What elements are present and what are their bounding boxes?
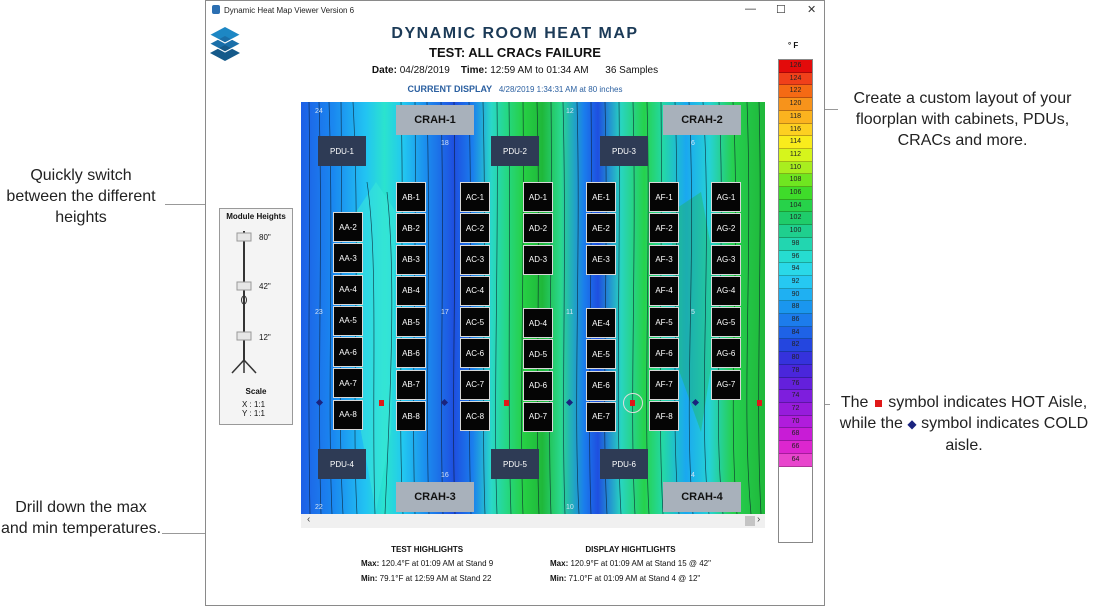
test-min	[361, 574, 493, 583]
rack[interactable]: AF-6	[649, 338, 679, 368]
page-title: DYNAMIC ROOM HEAT MAP	[391, 25, 639, 42]
scale-swatch: 106	[779, 187, 812, 200]
scroll-thumb[interactable]	[745, 516, 755, 526]
temperature-scale	[778, 59, 813, 543]
rack[interactable]: AF-1	[649, 182, 679, 212]
rack[interactable]: AG-5	[711, 307, 741, 337]
date-label: Date:	[371, 65, 397, 76]
time-label: Time:	[460, 65, 488, 76]
rack[interactable]: AD-1	[523, 182, 553, 212]
current-display-value: 4/28/2019 1:34:31 AM at 80 inches	[498, 85, 623, 94]
rack[interactable]: AA-5	[333, 306, 363, 336]
title-bar	[206, 1, 824, 20]
scale-swatch: 120	[779, 98, 812, 111]
scale-swatch: 80	[779, 352, 812, 365]
test-max-label: Max:	[361, 559, 380, 568]
module-heights-title: Module Heights	[226, 212, 286, 221]
heat-map[interactable]	[301, 102, 765, 514]
height-option-42[interactable]: 42"	[259, 282, 271, 291]
rack[interactable]: AG-4	[711, 276, 741, 306]
app-window	[205, 0, 825, 606]
rack[interactable]: AA-6	[333, 337, 363, 367]
rack[interactable]: AB-4	[396, 276, 426, 306]
hot-aisle-marker	[757, 400, 762, 406]
scale-swatch: 76	[779, 378, 812, 391]
display-max	[550, 559, 711, 568]
rack[interactable]: AA-2	[333, 212, 363, 242]
rack[interactable]: AC-3	[460, 245, 490, 275]
legend-cold-text: symbol indicates COLD aisle.	[921, 415, 1089, 454]
rack[interactable]: AB-8	[396, 401, 426, 431]
rack[interactable]: AC-4	[460, 276, 490, 306]
scroll-right-icon[interactable]: ›	[757, 514, 761, 525]
stand-number: 17	[441, 309, 449, 316]
pdu-unit[interactable]: PDU-1	[318, 136, 366, 166]
stand-number: 22	[315, 504, 323, 511]
rack[interactable]: AE-5	[586, 339, 616, 369]
rack[interactable]: AB-6	[396, 338, 426, 368]
time-value: 12:59 AM to 01:34 AM	[490, 65, 589, 76]
crah-unit[interactable]: CRAH-3	[396, 482, 474, 512]
rack[interactable]: AA-7	[333, 368, 363, 398]
rack[interactable]: AC-7	[460, 370, 490, 400]
rack[interactable]: AA-3	[333, 243, 363, 273]
scale-swatch: 118	[779, 111, 812, 124]
test-info-line	[206, 65, 824, 76]
hot-aisle-symbol-icon	[875, 400, 882, 407]
display-highlights	[550, 545, 711, 589]
test-max	[361, 559, 493, 568]
rack[interactable]: AC-1	[460, 182, 490, 212]
scale-swatch: 92	[779, 276, 812, 289]
scale-swatch: 124	[779, 73, 812, 86]
scale-swatch: 74	[779, 390, 812, 403]
rack-column-ad-bottom	[523, 308, 553, 432]
rack[interactable]: AE-1	[586, 182, 616, 212]
rack[interactable]: AF-3	[649, 245, 679, 275]
rack[interactable]: AG-1	[711, 182, 741, 212]
stand-number: 24	[315, 108, 323, 115]
rack-column-ag	[711, 182, 741, 400]
rack-column-aa	[333, 212, 363, 430]
rack[interactable]: AA-8	[333, 400, 363, 430]
callout-switch-heights: Quickly switch between the different heights	[6, 167, 156, 226]
stand-number: 6	[691, 140, 695, 147]
test-highlights-heading: TEST HIGHLIGHTS	[391, 545, 464, 554]
cold-aisle-symbol-icon: ◆	[907, 417, 917, 431]
stand-number: 16	[441, 472, 449, 479]
module-heights-panel	[219, 208, 293, 425]
rack[interactable]: AF-8	[649, 401, 679, 431]
rack[interactable]: AC-8	[460, 401, 490, 431]
display-max-value: 120.9°F at 01:09 AM at Stand 15 @ 42"	[570, 559, 711, 568]
crah-unit[interactable]: CRAH-1	[396, 105, 474, 135]
test-name: TEST: ALL CRACs FAILURE	[429, 45, 601, 60]
scale-swatch: 110	[779, 162, 812, 175]
current-display	[206, 84, 824, 94]
rack[interactable]: AC-5	[460, 307, 490, 337]
rack[interactable]: AB-7	[396, 370, 426, 400]
rack[interactable]: AG-3	[711, 245, 741, 275]
rack[interactable]: AE-6	[586, 371, 616, 401]
window-title: Dynamic Heat Map Viewer Version 6	[224, 6, 355, 15]
scale-swatch: 116	[779, 124, 812, 137]
pdu-unit[interactable]: PDU-3	[600, 136, 648, 166]
rack[interactable]: AG-6	[711, 338, 741, 368]
rack[interactable]: AB-5	[396, 307, 426, 337]
rack[interactable]: AG-2	[711, 213, 741, 243]
scale-swatch: 108	[779, 174, 812, 187]
rack[interactable]: AF-4	[649, 276, 679, 306]
hot-aisle-marker	[379, 400, 384, 406]
rack-column-af	[649, 182, 679, 431]
scale-swatch: 98	[779, 238, 812, 251]
rack[interactable]: AD-7	[523, 402, 553, 432]
rack[interactable]: AF-5	[649, 307, 679, 337]
rack[interactable]: AD-4	[523, 308, 553, 338]
date-value: 04/28/2019	[399, 65, 450, 76]
rack-column-ae	[586, 182, 616, 275]
rack[interactable]: AE-4	[586, 308, 616, 338]
rack[interactable]: AD-2	[523, 213, 553, 243]
minimize-button[interactable]: —	[745, 3, 756, 15]
rack[interactable]: AB-3	[396, 245, 426, 275]
callout-legend	[833, 392, 1095, 456]
rack[interactable]: AD-5	[523, 339, 553, 369]
rack[interactable]: AG-7	[711, 370, 741, 400]
hot-aisle-marker	[504, 400, 509, 406]
rack-column-ae-bottom	[586, 308, 616, 432]
horizontal-scrollbar[interactable]	[301, 514, 765, 528]
rack[interactable]: AB-2	[396, 213, 426, 243]
scale-swatch: 102	[779, 212, 812, 225]
scale-swatch: 112	[779, 149, 812, 162]
stand-number: 12	[566, 108, 574, 115]
scale-swatch: 88	[779, 301, 812, 314]
scale-swatch: 122	[779, 85, 812, 98]
scale-swatch: 68	[779, 428, 812, 441]
stand-number: 10	[566, 504, 574, 511]
app-icon	[212, 5, 220, 14]
rack[interactable]: AF-2	[649, 213, 679, 243]
display-min-label: Min:	[550, 574, 567, 583]
rack[interactable]: AE-3	[586, 245, 616, 275]
x-scale: X : 1:1	[242, 400, 266, 409]
pdu-unit[interactable]: PDU-4	[318, 449, 366, 479]
rack[interactable]: AE-2	[586, 213, 616, 243]
scale-swatch: 114	[779, 136, 812, 149]
stand-number: 4	[691, 472, 695, 479]
stand-number: 5	[691, 309, 695, 316]
display-max-label: Max:	[550, 559, 569, 568]
stand-number: 18	[441, 140, 449, 147]
test-highlights	[361, 545, 493, 589]
scale-swatch: 126	[779, 60, 812, 73]
height-option-80[interactable]: 80"	[259, 233, 271, 242]
stand-number: 23	[315, 309, 323, 316]
rack[interactable]: AF-7	[649, 370, 679, 400]
scale-swatch: 96	[779, 251, 812, 264]
scale-swatch: 82	[779, 339, 812, 352]
scale-label: Scale	[245, 387, 267, 396]
temperature-unit: ° F	[788, 41, 799, 50]
rack-column-ad-top	[523, 182, 553, 275]
test-max-value: 120.4°F at 01:09 AM at Stand 9	[381, 559, 494, 568]
close-button[interactable]: ✕	[807, 4, 817, 16]
stand-number: 11	[566, 309, 574, 316]
crah-unit[interactable]: CRAH-2	[663, 105, 741, 135]
display-min-value: 71.0°F at 01:09 AM at Stand 4 @ 12"	[568, 574, 701, 583]
maximize-button[interactable]: ☐	[776, 4, 786, 16]
scale-swatch: 104	[779, 200, 812, 213]
scroll-left-icon[interactable]: ‹	[307, 514, 311, 525]
scale-swatch: 84	[779, 327, 812, 340]
sample-count: 36 Samples	[605, 65, 659, 76]
crah-unit[interactable]: CRAH-4	[663, 482, 741, 512]
display-min	[550, 574, 711, 583]
callout-drill-down: Drill down the max and min temperatures.	[0, 499, 162, 537]
rack[interactable]: AE-7	[586, 402, 616, 432]
rack[interactable]: AB-1	[396, 182, 426, 212]
test-min-value: 79.1°F at 12:59 AM at Stand 22	[379, 574, 492, 583]
display-highlights-heading: DISPLAY HIGHTLIGHTS	[585, 545, 676, 554]
rack[interactable]: AC-6	[460, 338, 490, 368]
scale-swatch: 64	[779, 454, 812, 467]
rack[interactable]: AD-6	[523, 371, 553, 401]
scale-swatch: 66	[779, 441, 812, 454]
legend-prefix: The	[840, 394, 869, 411]
rack-column-ac	[460, 182, 490, 431]
scale-swatch: 70	[779, 416, 812, 429]
highlight-circle	[623, 393, 643, 413]
rack-column-ab	[396, 182, 426, 431]
scale-swatch: 90	[779, 289, 812, 302]
scale-swatch: 100	[779, 225, 812, 238]
pdu-unit[interactable]: PDU-6	[600, 449, 648, 479]
pdu-unit[interactable]: PDU-5	[491, 449, 539, 479]
y-scale: Y : 1:1	[242, 409, 265, 418]
callout-custom-layout: Create a custom layout of your floorplan with cabinets, PDUs, CRACs and more.	[853, 90, 1072, 149]
sensor-stand-icon	[224, 225, 264, 375]
height-option-12[interactable]: 12"	[259, 333, 271, 342]
rack[interactable]: AD-3	[523, 245, 553, 275]
legend-hot-text: symbol indicates HOT Aisle, while the	[839, 394, 1088, 432]
scale-swatch: 94	[779, 263, 812, 276]
scale-swatch: 72	[779, 403, 812, 416]
test-min-label: Min:	[361, 574, 378, 583]
current-display-label: CURRENT DISPLAY	[407, 84, 493, 94]
rack[interactable]: AA-4	[333, 275, 363, 305]
scale-swatch: 86	[779, 314, 812, 327]
scale-swatch: 78	[779, 365, 812, 378]
rack[interactable]: AC-2	[460, 213, 490, 243]
pdu-unit[interactable]: PDU-2	[491, 136, 539, 166]
